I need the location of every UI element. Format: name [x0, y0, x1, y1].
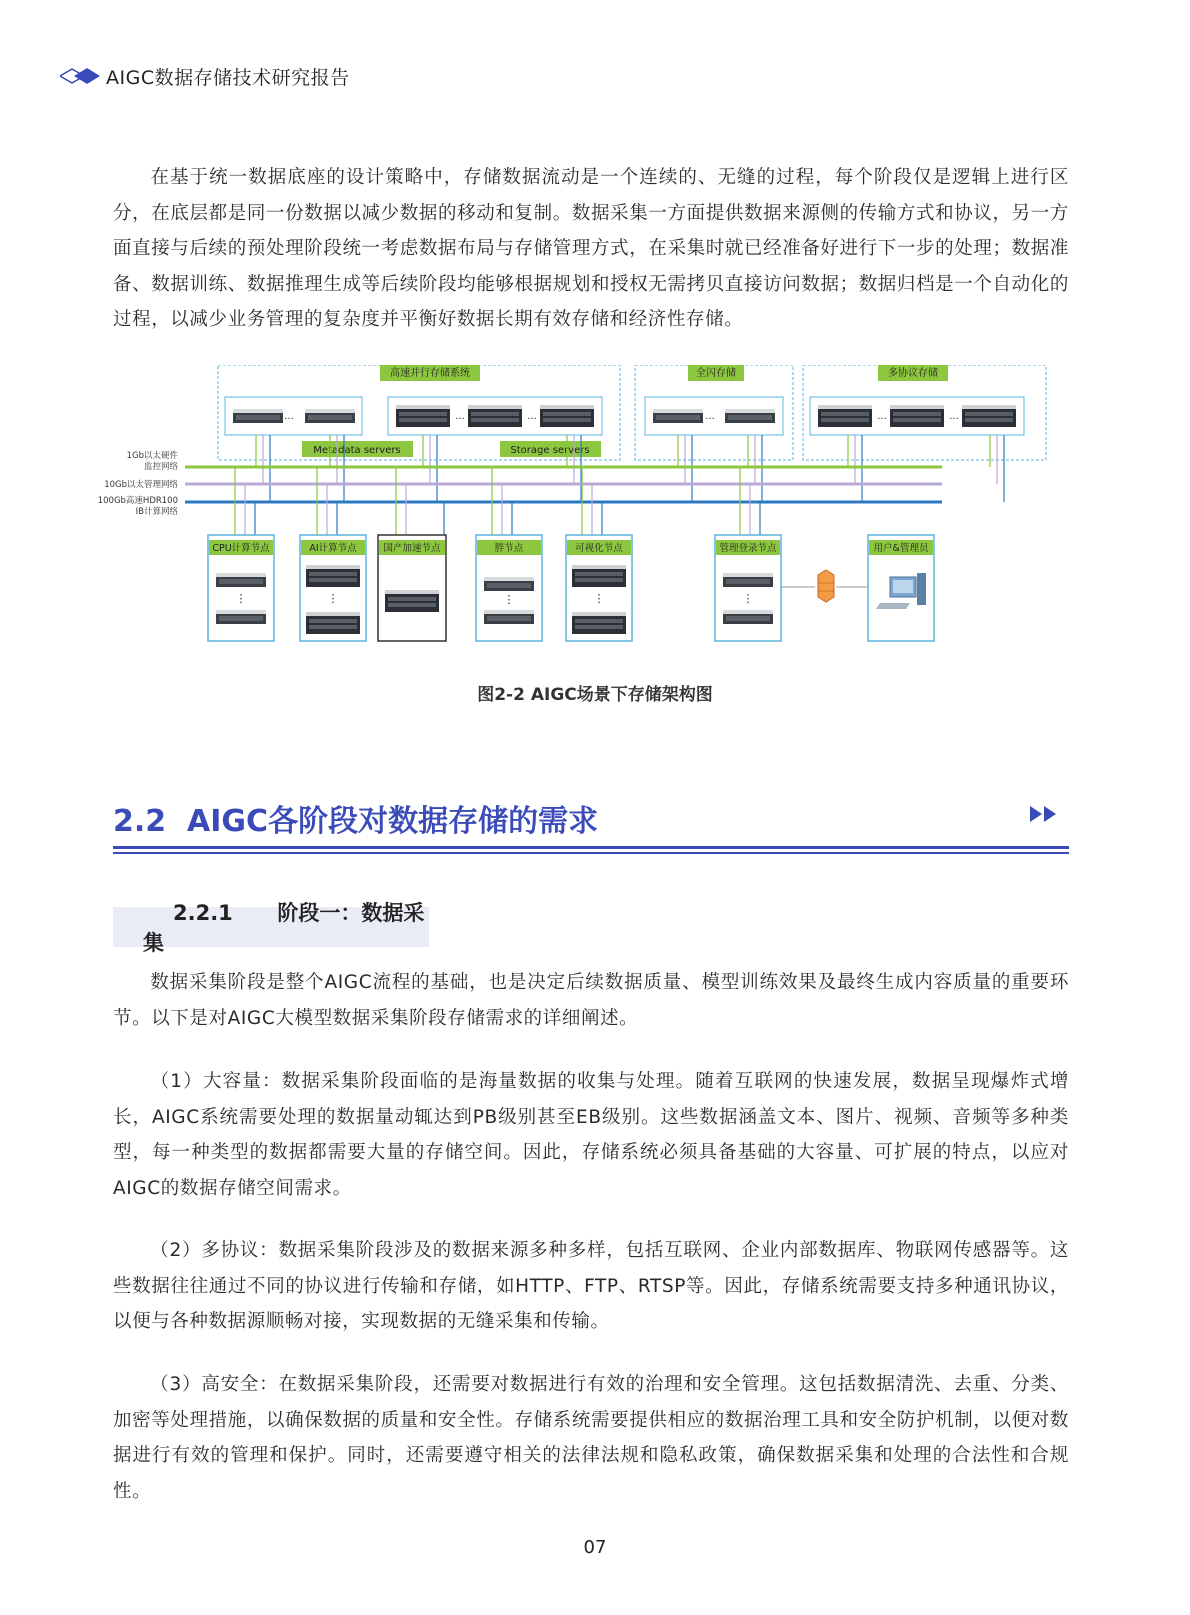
section-number: 2.2 [113, 804, 167, 839]
svg-text:...: ... [705, 411, 715, 422]
node-label-user: 用户&管理员 [873, 543, 929, 554]
svg-text:...: ... [527, 411, 537, 422]
group-label-parallel: 高速并行存储系统 [390, 368, 470, 379]
svg-text:...: ... [949, 411, 959, 422]
node-label-cpu: CPU计算节点 [212, 543, 270, 554]
header-diamond-icon [60, 65, 102, 87]
svg-text:⋮: ⋮ [593, 592, 605, 605]
firewall-icon [818, 570, 834, 602]
page-header [60, 64, 350, 88]
paragraph-capacity: （1）大容量：数据采集阶段面临的是海量数据的收集与处理。随着互联网的快速发展，数据呈现爆炸式增长，AIGC系统需要处理的数据量动辄达到PB级别甚至EB级别。这些数据涵盖文本、图片、视频、音频等多种类型，每一种类型的数据都需要大量的存储空间。因此，存储系统必须具备基础的大容量、可扩展的特点，以应对AIGC的数据存储空间需求。 [113, 1071, 1069, 1199]
node-label-domestic: 国产加速节点 [383, 543, 441, 554]
node-label-visual: 可视化节点 [575, 543, 623, 554]
net-label-100gb-b: IB计算网络 [135, 507, 178, 517]
net-label-1gb-b: 监控网络 [143, 462, 178, 472]
node-visual [566, 535, 632, 641]
node-ai [300, 535, 366, 641]
svg-text:...: ... [877, 411, 887, 422]
storage-architecture-diagram [80, 365, 1090, 665]
section-rule-thick [113, 846, 1069, 849]
paragraph-intro: 数据采集阶段是整个AIGC流程的基础，也是决定后续数据质量、模型训练效果及最终生成内容质量的重要环节。以下是对AIGC大模型数据采集阶段存储需求的详细阐述。 [113, 972, 1069, 1029]
svg-text:⋮: ⋮ [235, 592, 247, 605]
svg-text:⋮: ⋮ [503, 593, 515, 606]
node-fat [476, 535, 542, 641]
figure-caption: 图2-2 AIGC场景下存储架构图 [477, 685, 713, 705]
double-chevron-right-icon [1030, 806, 1060, 822]
node-user-admin [868, 535, 934, 641]
section-rule-thin [113, 852, 1069, 854]
node-label-mgmt: 管理登录节点 [719, 543, 777, 554]
svg-text:⋮: ⋮ [742, 592, 754, 605]
storage-servers-label: Storage servers [510, 445, 590, 456]
svg-text:...: ... [455, 411, 465, 422]
metadata-servers-label: Metadata servers [313, 445, 401, 456]
subsection-heading [113, 901, 429, 955]
header-title: AIGC数据存储技术研究报告 [106, 66, 350, 89]
section-title: AIGC各阶段对数据存储的需求 [187, 804, 599, 839]
net-label-10gb: 10Gb以太管理网络 [104, 480, 178, 490]
node-label-ai: AI计算节点 [309, 543, 357, 554]
net-label-100gb-a: 100Gb高速HDR100 [97, 496, 178, 506]
node-label-fat: 胖节点 [494, 543, 524, 554]
group-label-allflash: 全闪存储 [696, 368, 736, 379]
subsection-title: 阶段一：数据采集 [143, 901, 425, 955]
node-domestic-accel [378, 535, 446, 641]
paragraph-security: （3）高安全：在数据采集阶段，还需要对数据进行有效的治理和安全管理。这包括数据清洗、去重、分类、加密等处理措施，以确保数据的质量和安全性。存储系统需要提供相应的数据治理工具和安全防护机制，以便对数据进行有效的管理和保护。同时，还需要遵守相关的法律法规和隐私政策，确保数据采集和处理的合法性和合规性。 [113, 1374, 1069, 1502]
group-label-multiprotocol: 多协议存储 [888, 368, 938, 379]
svg-text:⋮: ⋮ [327, 592, 339, 605]
page-number: 07 [583, 1537, 607, 1558]
section-heading [113, 796, 598, 840]
svg-text:...: ... [284, 411, 294, 422]
subsection-number: 2.2.1 [173, 901, 233, 925]
node-mgmt-login [715, 535, 781, 641]
node-cpu [208, 535, 274, 641]
paragraph-multiprotocol: （2）多协议：数据采集阶段涉及的数据来源多种多样，包括互联网、企业内部数据库、物联网传感器等。这些数据往往通过不同的协议进行传输和存储，如HTTP、FTP、RTSP等。因此，存储系统需要支持多种通讯协议，以便与各种数据源顺畅对接，实现数据的无缝采集和传输。 [113, 1240, 1069, 1332]
intro-paragraph: 在基于统一数据底座的设计策略中，存储数据流动是一个连续的、无缝的过程，每个阶段仅是逻辑上进行区分，在底层都是同一份数据以减少数据的移动和复制。数据采集一方面提供数据来源侧的传输方式和协议，另一方面直接与后续的预处理阶段统一考虑数据布局与存储管理方式，在采集时就已经准备好进行下一步的处理；数据准备、数据训练、数据推理生成等后续阶段均能够根据规划和授权无需拷贝直接访问数据；数据归档是一个自动化的过程，以减少业务管理的复杂度并平衡好数据长期有效存储和经济性存储。 [113, 167, 1069, 330]
net-label-1gb-a: 1Gb以太硬件 [126, 451, 178, 461]
